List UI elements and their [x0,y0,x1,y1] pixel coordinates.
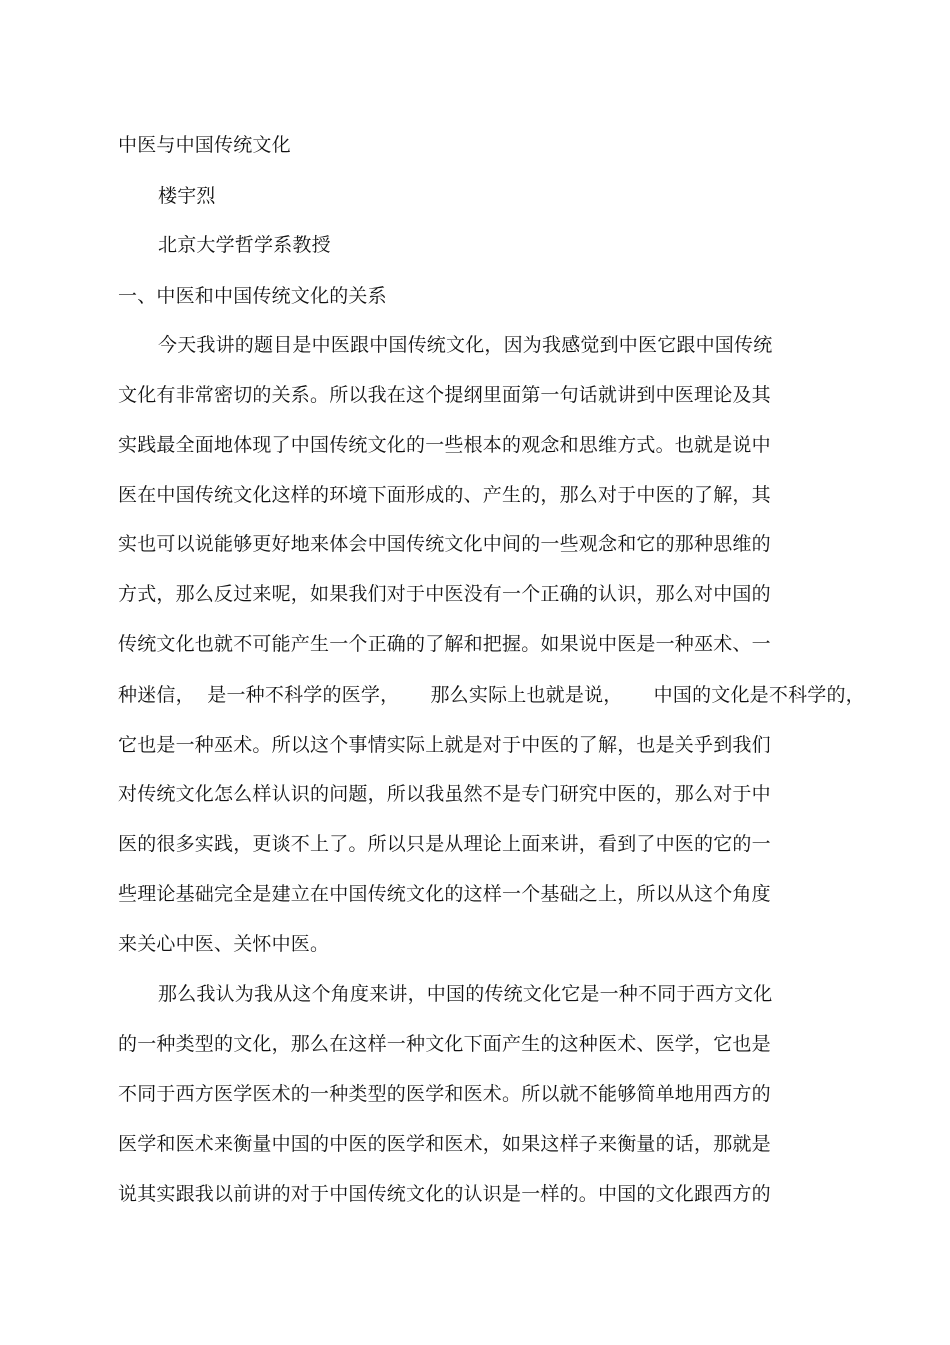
paragraph-line: 今天我讲的题目是中医跟中国传统文化，因为我感觉到中医它跟中国传统 [158,334,773,356]
paragraph-line: 医学和医术来衡量中国的中医的医学和医术，如果这样子来衡量的话，那就是 [118,1133,771,1155]
paragraph-line: 那么我认为我从这个角度来讲，中国的传统文化它是一种不同于西方文化 [158,983,773,1005]
paragraph-line: 实践最全面地体现了中国传统文化的一些根本的观念和思维方式。也就是说中 [118,434,771,456]
section-heading: 一、中医和中国传统文化的关系 [118,285,387,307]
paragraph-line: 医在中国传统文化这样的环境下面形成的、产生的，那么对于中医的了解，其 [118,484,771,506]
author-name: 楼宇烈 [158,185,216,207]
paragraph-line: 来关心中医、关怀中医。 [118,933,330,955]
paragraph-line: 它也是一种巫术。所以这个事情实际上就是对于中医的了解，也是关乎到我们 [118,734,771,756]
paragraph-line: 传统文化也就不可能产生一个正确的了解和把握。如果说中医是一种巫术、一 [118,633,771,655]
paragraph-line: 的一种类型的文化，那么在这样一种文化下面产生的这种医术、医学，它也是 [118,1033,771,1055]
paragraph-line: 方式，那么反过来呢，如果我们对于中医没有一个正确的认识，那么对中国的 [118,583,771,605]
paragraph-line: 种迷信， 是一种不科学的医学， 那么实际上也就是说， 中国的文化是不科学的， [118,684,865,706]
paragraph-line: 说其实跟我以前讲的对于中国传统文化的认识是一样的。中国的文化跟西方的 [118,1183,771,1205]
paragraph-line: 不同于西方医学医术的一种类型的医学和医术。所以就不能够简单地用西方的 [118,1083,771,1105]
author-affiliation: 北京大学哲学系教授 [158,234,331,256]
paragraph-line: 医的很多实践，更谈不上了。所以只是从理论上面来讲，看到了中医的它的一 [118,833,771,855]
document-title: 中医与中国传统文化 [118,134,291,156]
paragraph-line: 文化有非常密切的关系。所以我在这个提纲里面第一句话就讲到中医理论及其 [118,384,771,406]
paragraph-line: 些理论基础完全是建立在中国传统文化的这样一个基础之上，所以从这个角度 [118,883,771,905]
paragraph-line: 对传统文化怎么样认识的问题，所以我虽然不是专门研究中医的，那么对于中 [118,783,771,805]
paragraph-line: 实也可以说能够更好地来体会中国传统文化中间的一些观念和它的那种思维的 [118,533,771,555]
